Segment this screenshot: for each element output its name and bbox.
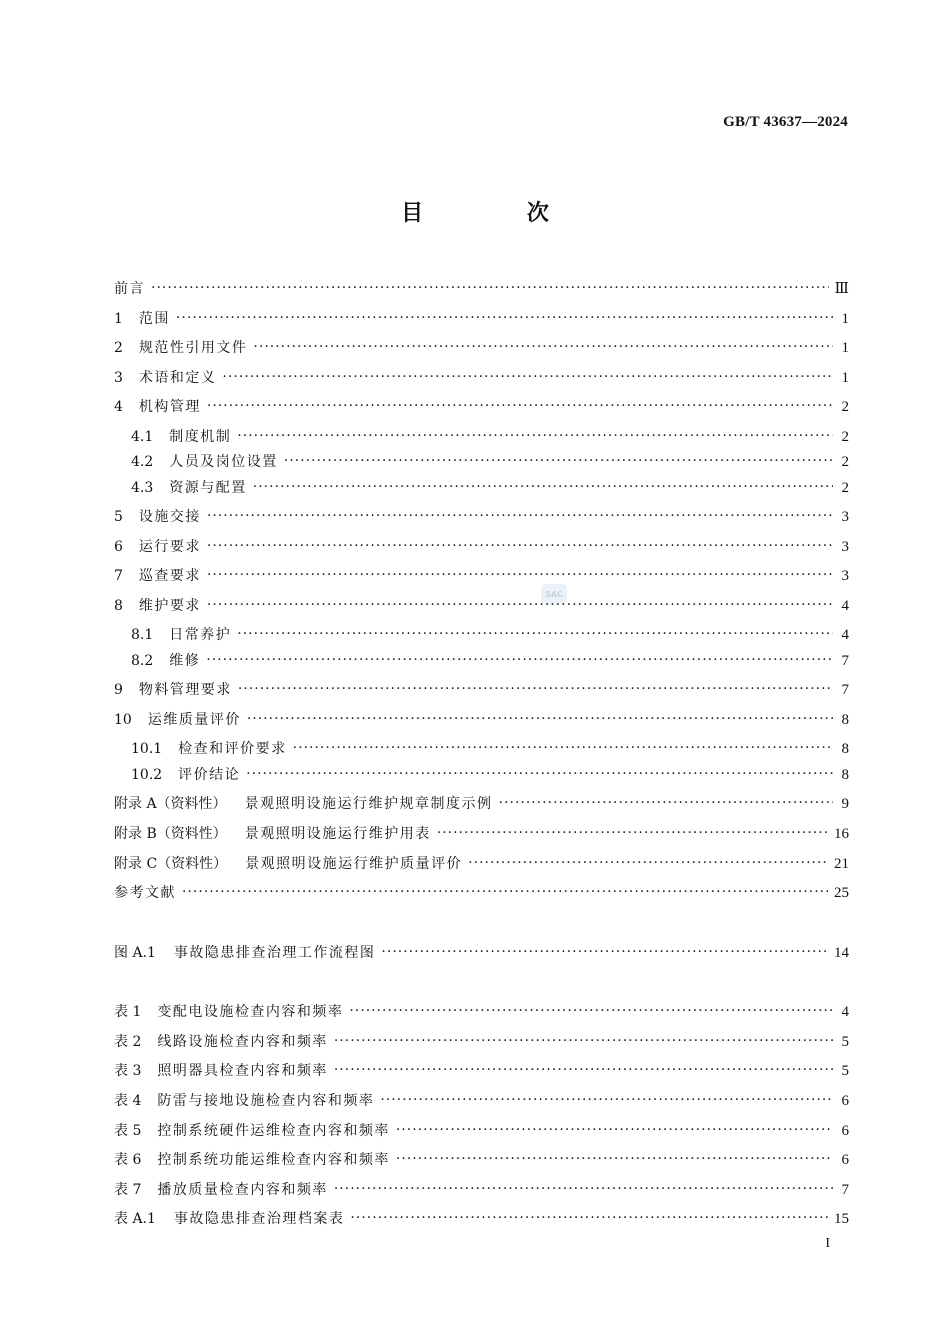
toc-entry-label: 检查和评价要求 — [178, 741, 287, 757]
toc-leader-dots — [222, 367, 833, 389]
toc-leader-dots — [182, 882, 828, 904]
toc-entry[interactable] — [131, 624, 849, 646]
toc-entry-page: Ⅲ — [834, 281, 849, 297]
toc-entry-number: 7 — [114, 568, 123, 584]
toc-entry-label: 维护要求 — [138, 598, 201, 614]
toc-leader-dots — [293, 738, 833, 760]
toc-entry[interactable] — [114, 882, 849, 904]
toc-entry[interactable] — [131, 764, 849, 786]
toc-entry-page: 2 — [841, 454, 849, 470]
toc-entry-page: 5 — [841, 1034, 849, 1050]
toc-entry-page: 2 — [841, 399, 849, 415]
toc-entry-label: 人员及岗位设置 — [169, 454, 278, 470]
toc-leader-dots — [207, 565, 833, 587]
toc-entry[interactable] — [114, 536, 849, 558]
toc-entry-page: 14 — [834, 945, 849, 961]
toc-leader-dots — [334, 1060, 833, 1082]
toc-entry[interactable] — [114, 709, 849, 731]
toc-entry-label: 播放质量检查内容和频率 — [157, 1182, 328, 1198]
toc-entry[interactable] — [114, 1001, 849, 1023]
toc-entry-label: 评价结论 — [178, 767, 241, 783]
toc-entry-number: 附录 A（资料性） — [114, 796, 227, 812]
toc-entry-number: 8.1 — [131, 627, 154, 643]
toc-entry[interactable] — [114, 1090, 849, 1112]
toc-entry[interactable] — [114, 1149, 849, 1171]
toc-entry-number: 8 — [114, 598, 123, 614]
toc-entry[interactable] — [131, 426, 849, 448]
toc-entry-page: 4 — [841, 627, 849, 643]
toc-entry-page: 6 — [841, 1152, 849, 1168]
toc-entry[interactable] — [131, 477, 849, 499]
toc-entry-label: 制度机制 — [169, 429, 232, 445]
toc-entry-label: 前言 — [114, 281, 145, 297]
toc-entry-page: 5 — [841, 1063, 849, 1079]
toc-entry-label: 防雷与接地设施检查内容和频率 — [157, 1093, 375, 1109]
toc-entry-page: 1 — [841, 311, 849, 327]
toc-entry-page: 3 — [841, 539, 849, 555]
toc-entry-number: 10.1 — [131, 741, 163, 757]
toc-entry-label: 事故隐患排查治理档案表 — [173, 1211, 345, 1227]
toc-entry-number: 表 6 — [114, 1152, 142, 1168]
toc-leader-dots — [380, 1090, 833, 1112]
toc-entry-number: 6 — [114, 539, 123, 555]
page-title: 目 次 — [401, 200, 597, 226]
toc-entry[interactable] — [114, 1208, 849, 1230]
toc-entry-number: 表 7 — [114, 1182, 142, 1198]
toc-entry-label: 控制系统硬件运维检查内容和频率 — [157, 1123, 390, 1139]
toc-leader-dots — [237, 426, 833, 448]
toc-entry-page: 7 — [841, 653, 849, 669]
toc-entry-number: 表 2 — [114, 1034, 142, 1050]
toc-entry-page: 9 — [841, 796, 849, 812]
toc-entry-number: 5 — [114, 509, 123, 525]
toc-entry-label: 景观照明设施运行维护规章制度示例 — [244, 796, 493, 812]
toc-entry-label: 照明器具检查内容和频率 — [157, 1063, 328, 1079]
toc-entry[interactable] — [114, 396, 849, 418]
toc-entry-number: 表 1 — [114, 1004, 142, 1020]
toc-entry-page: 1 — [841, 340, 849, 356]
toc-entry-label: 参考文献 — [114, 885, 176, 901]
toc-entry-number: 4.1 — [131, 429, 154, 445]
toc-entry-number: 表 3 — [114, 1063, 142, 1079]
toc-entry-number: 10.2 — [131, 767, 163, 783]
toc-entry-label: 运维质量评价 — [147, 712, 241, 728]
toc-entry-label: 变配电设施检查内容和频率 — [157, 1004, 344, 1020]
toc-entry[interactable] — [131, 650, 849, 672]
toc-entry-page: 8 — [841, 741, 849, 757]
toc-entry-number: 附录 B（资料性） — [114, 826, 227, 842]
toc-leader-dots — [284, 451, 833, 473]
toc-entry[interactable] — [114, 595, 849, 617]
toc-leader-dots — [396, 1120, 833, 1142]
toc-entry-page: 8 — [841, 767, 849, 783]
toc-entry[interactable] — [114, 1120, 849, 1142]
toc-leader-dots — [206, 650, 833, 672]
toc-entry-label: 设施交接 — [138, 509, 201, 525]
toc-entry[interactable] — [114, 506, 849, 528]
toc-entry-page: 6 — [841, 1123, 849, 1139]
toc-entry[interactable] — [114, 853, 849, 875]
toc-leader-dots — [349, 1001, 833, 1023]
toc-entry[interactable] — [114, 679, 849, 701]
toc-entry-page: 25 — [834, 885, 849, 901]
toc-entry[interactable] — [131, 451, 849, 473]
toc-entry-number: 表 5 — [114, 1123, 142, 1139]
toc-entry-page: 6 — [841, 1093, 849, 1109]
toc-entry-number: 8.2 — [131, 653, 154, 669]
toc-leader-dots — [207, 396, 833, 418]
toc-entry-page: 21 — [834, 856, 849, 872]
toc-entry-page: 7 — [841, 682, 849, 698]
toc-entry[interactable] — [114, 308, 849, 330]
toc-entry-label: 线路设施检查内容和频率 — [157, 1034, 328, 1050]
toc-entry[interactable] — [114, 278, 849, 300]
toc-entry-label: 术语和定义 — [138, 370, 217, 386]
toc-entry[interactable] — [114, 1031, 849, 1053]
standard-code: GB/T 43637—2024 — [723, 114, 848, 130]
toc-entry[interactable] — [131, 738, 849, 760]
toc-leader-dots — [381, 942, 828, 964]
toc-entry-page: 8 — [841, 712, 849, 728]
toc-entry-number: 10 — [114, 712, 132, 728]
toc-entry-page: 4 — [841, 598, 849, 614]
toc-entry-page: 3 — [841, 568, 849, 584]
toc-leader-dots — [207, 595, 833, 617]
toc-entry[interactable] — [114, 793, 849, 815]
toc-entry-label: 巡查要求 — [138, 568, 201, 584]
toc-leader-dots — [396, 1149, 833, 1171]
toc-leader-dots — [247, 709, 833, 731]
toc-entry-page: 16 — [834, 826, 849, 842]
toc-entry-label: 运行要求 — [138, 539, 201, 555]
toc-leader-dots — [437, 823, 828, 845]
toc-entry-number: 9 — [114, 682, 123, 698]
toc-entry-page: 3 — [841, 509, 849, 525]
toc-entry-label: 控制系统功能运维检查内容和频率 — [157, 1152, 390, 1168]
toc-entry-number: 4.2 — [131, 454, 154, 470]
toc-entry-page: 15 — [834, 1211, 849, 1227]
toc-leader-dots — [253, 477, 833, 499]
toc-entry[interactable] — [114, 337, 849, 359]
toc-leader-dots — [334, 1031, 833, 1053]
sac-watermark-logo: SAC — [541, 584, 567, 604]
toc-entry-number: 3 — [114, 370, 123, 386]
toc-entry-label: 规范性引用文件 — [138, 340, 248, 356]
toc-entry-number: 4 — [114, 399, 123, 415]
toc-leader-dots — [246, 764, 833, 786]
toc-leader-dots — [499, 793, 833, 815]
toc-entry-number: 1 — [114, 311, 123, 327]
toc-entry-number: 2 — [114, 340, 123, 356]
toc-entry-page: 1 — [841, 370, 849, 386]
toc-entry-page: 4 — [841, 1004, 849, 1020]
toc-leader-dots — [207, 506, 833, 528]
toc-entry-number: 4.3 — [131, 480, 154, 496]
toc-entry-label: 维修 — [169, 653, 201, 669]
toc-leader-dots — [237, 624, 833, 646]
toc-entry[interactable] — [114, 1060, 849, 1082]
toc-entry-page: 7 — [841, 1182, 849, 1198]
toc-entry[interactable] — [114, 1179, 849, 1201]
toc-entry-number: 图 A.1 — [114, 945, 156, 961]
toc-leader-dots — [151, 278, 829, 300]
toc-entry[interactable] — [114, 942, 849, 964]
toc-leader-dots — [468, 853, 828, 875]
toc-entry-page: 2 — [841, 480, 849, 496]
toc-leader-dots — [334, 1179, 833, 1201]
toc-leader-dots — [350, 1208, 828, 1230]
toc-entry-label: 景观照明设施运行维护质量评价 — [245, 856, 463, 872]
toc-entry-number: 表 4 — [114, 1093, 142, 1109]
toc-entry-label: 资源与配置 — [169, 480, 247, 496]
toc-leader-dots — [238, 679, 833, 701]
toc-entry-label: 景观照明设施运行维护用表 — [244, 826, 431, 842]
toc-entry-page: 2 — [841, 429, 849, 445]
toc-entry-label: 机构管理 — [138, 399, 201, 415]
toc-entry[interactable] — [114, 367, 849, 389]
toc-leader-dots — [253, 337, 833, 359]
toc-entry-label: 物料管理要求 — [138, 682, 232, 698]
toc-leader-dots — [207, 536, 833, 558]
toc-entry-number: 表 A.1 — [114, 1211, 156, 1227]
toc-entry[interactable] — [114, 565, 849, 587]
toc-entry-number: 附录 C（资料性） — [114, 856, 228, 872]
toc-entry-label: 范围 — [138, 311, 170, 327]
toc-entry-label: 日常养护 — [169, 627, 232, 643]
toc-entry-label: 事故隐患排查治理工作流程图 — [173, 945, 376, 961]
toc-entry[interactable] — [114, 823, 849, 845]
toc-leader-dots — [176, 308, 833, 330]
footer-page-number: I — [825, 1236, 830, 1251]
